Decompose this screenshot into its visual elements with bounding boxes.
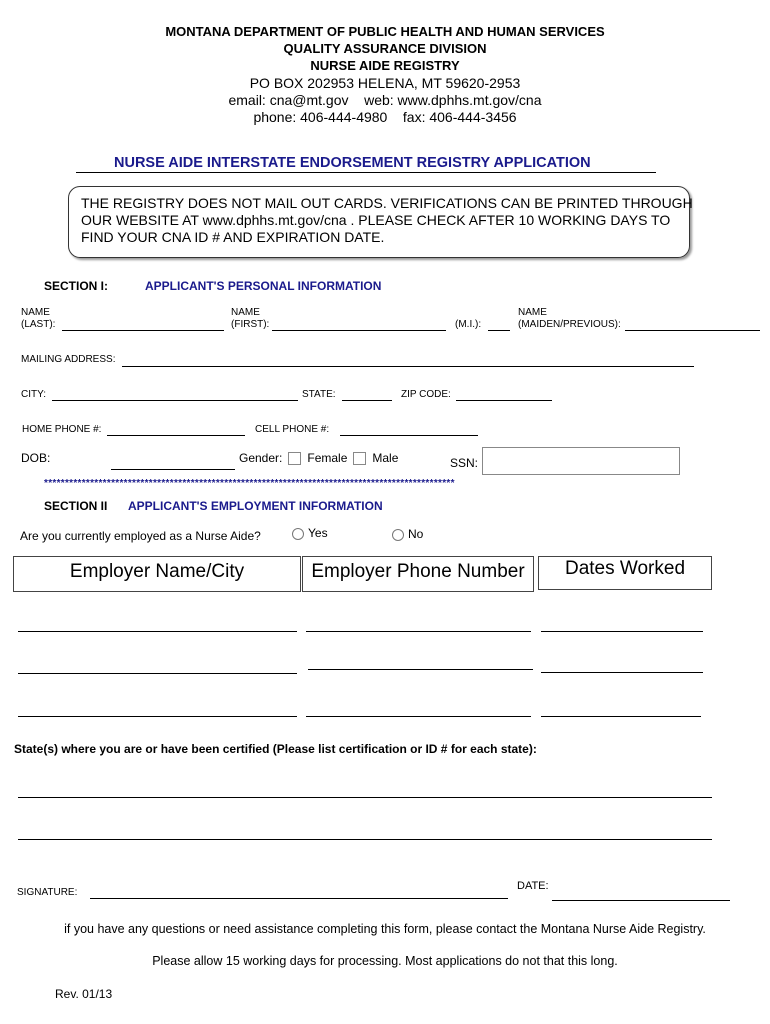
no-option[interactable]: No bbox=[392, 527, 423, 541]
employer-name-field[interactable] bbox=[18, 716, 297, 717]
mailing-address-label: MAILING ADDRESS: bbox=[21, 354, 116, 365]
employer-phone-field[interactable] bbox=[308, 669, 533, 670]
address: PO BOX 202953 HELENA, MT 59620-2953 bbox=[249, 75, 521, 91]
cell-phone-label: CELL PHONE #: bbox=[255, 424, 330, 435]
states-field-1[interactable] bbox=[18, 797, 712, 798]
state-label: STATE: bbox=[302, 389, 336, 400]
city-field[interactable] bbox=[52, 400, 298, 401]
home-phone-field[interactable] bbox=[107, 435, 245, 436]
city-label: CITY: bbox=[21, 389, 47, 400]
contact-line bbox=[0, 92, 770, 108]
maiden-name-label: NAME (MAIDEN/PREVIOUS): bbox=[518, 307, 621, 330]
email: email: cna@mt.gov bbox=[228, 92, 349, 108]
section2-label: SECTION II bbox=[44, 499, 108, 513]
states-label: State(s) where you are or have been certified (Please list certification or ID # for each state): bbox=[14, 742, 537, 756]
date-field[interactable] bbox=[552, 900, 730, 901]
mi-field[interactable] bbox=[488, 330, 510, 331]
maiden-name-field[interactable] bbox=[625, 330, 760, 331]
state-field[interactable] bbox=[342, 400, 392, 401]
last-name-field[interactable] bbox=[62, 330, 224, 331]
last-name-label: NAME (LAST): bbox=[21, 307, 56, 330]
dob-field[interactable] bbox=[111, 469, 235, 470]
signature-label: SIGNATURE: bbox=[17, 887, 78, 898]
employer-phone-field[interactable] bbox=[306, 631, 531, 632]
revision: Rev. 01/13 bbox=[55, 987, 113, 1001]
dates-worked-field[interactable] bbox=[541, 631, 703, 632]
first-name-field[interactable] bbox=[272, 330, 446, 331]
first-name-label: NAME (FIRST): bbox=[231, 307, 270, 330]
employer-name-field[interactable] bbox=[18, 673, 297, 674]
employer-name-field[interactable] bbox=[18, 631, 297, 632]
dates-worked-field[interactable] bbox=[541, 716, 701, 717]
notice-link[interactable]: www.dphhs.mt.gov/cna bbox=[202, 212, 351, 228]
separator: ************************************************************************************************** bbox=[44, 478, 455, 489]
male-checkbox[interactable] bbox=[353, 452, 366, 465]
notice-text: THE REGISTRY DOES NOT MAIL OUT CARDS. VERIFICATIONS CAN BE PRINTED THROUGH OUR WEBSITE AT www.dphhs.mt.gov/cna . PLEASE CHECK AFTER 10 WORKING DAYS TO FIND YOUR CNA ID # AND EXPIRATION DATE. bbox=[81, 195, 693, 245]
gender-group: Gender: Female Male bbox=[239, 451, 399, 465]
no-radio[interactable] bbox=[392, 529, 404, 541]
registry-name: NURSE AIDE REGISTRY bbox=[310, 58, 460, 73]
ssn-label: SSN: bbox=[450, 456, 479, 470]
home-phone-label: HOME PHONE #: bbox=[22, 424, 102, 435]
female-label: Female bbox=[307, 451, 348, 465]
section1-label: SECTION I: bbox=[44, 279, 109, 293]
yes-option[interactable]: Yes bbox=[292, 526, 328, 540]
date-label: DATE: bbox=[517, 880, 549, 892]
department-name: MONTANA DEPARTMENT OF PUBLIC HEALTH AND HUMAN SERVICES bbox=[165, 24, 605, 39]
phone: phone: 406-444-4980 bbox=[253, 109, 388, 125]
fax: fax: 406-444-3456 bbox=[402, 109, 517, 125]
form-title: NURSE AIDE INTERSTATE ENDORSEMENT REGISTRY APPLICATION bbox=[114, 155, 591, 171]
division-name: QUALITY ASSURANCE DIVISION bbox=[283, 41, 487, 56]
signature-field[interactable] bbox=[90, 898, 508, 899]
zip-field[interactable] bbox=[456, 400, 552, 401]
employed-question: Are you currently employed as a Nurse Aide? bbox=[20, 529, 261, 543]
states-field-2[interactable] bbox=[18, 839, 712, 840]
dates-worked-field[interactable] bbox=[541, 672, 703, 673]
section1-title: APPLICANT'S PERSONAL INFORMATION bbox=[145, 279, 382, 293]
mi-label: (M.I.): bbox=[455, 319, 482, 330]
female-checkbox[interactable] bbox=[288, 452, 301, 465]
title-underline bbox=[76, 172, 656, 173]
cell-phone-field[interactable] bbox=[340, 435, 478, 436]
dob-label: DOB: bbox=[21, 451, 51, 465]
employer-phone-header: Employer Phone Number bbox=[302, 556, 534, 592]
mailing-address-field[interactable] bbox=[122, 366, 694, 367]
contact-note: if you have any questions or need assistance completing this form, please contact the Montana Nurse Aide Registry. bbox=[64, 922, 706, 936]
zip-label: ZIP CODE: bbox=[401, 389, 451, 400]
employer-name-header: Employer Name/City bbox=[13, 556, 301, 592]
dates-worked-header: Dates Worked bbox=[538, 556, 712, 590]
section2-title: APPLICANT'S EMPLOYMENT INFORMATION bbox=[128, 499, 383, 513]
web-label: web: bbox=[364, 92, 398, 108]
web-link[interactable]: www.dphhs.mt.gov/cna bbox=[397, 92, 542, 108]
male-label: Male bbox=[372, 451, 399, 465]
employer-phone-field[interactable] bbox=[306, 716, 531, 717]
yes-radio[interactable] bbox=[292, 528, 304, 540]
processing-note: Please allow 15 working days for processing. Most applications do not that this long. bbox=[152, 954, 618, 968]
ssn-field[interactable] bbox=[482, 447, 680, 475]
